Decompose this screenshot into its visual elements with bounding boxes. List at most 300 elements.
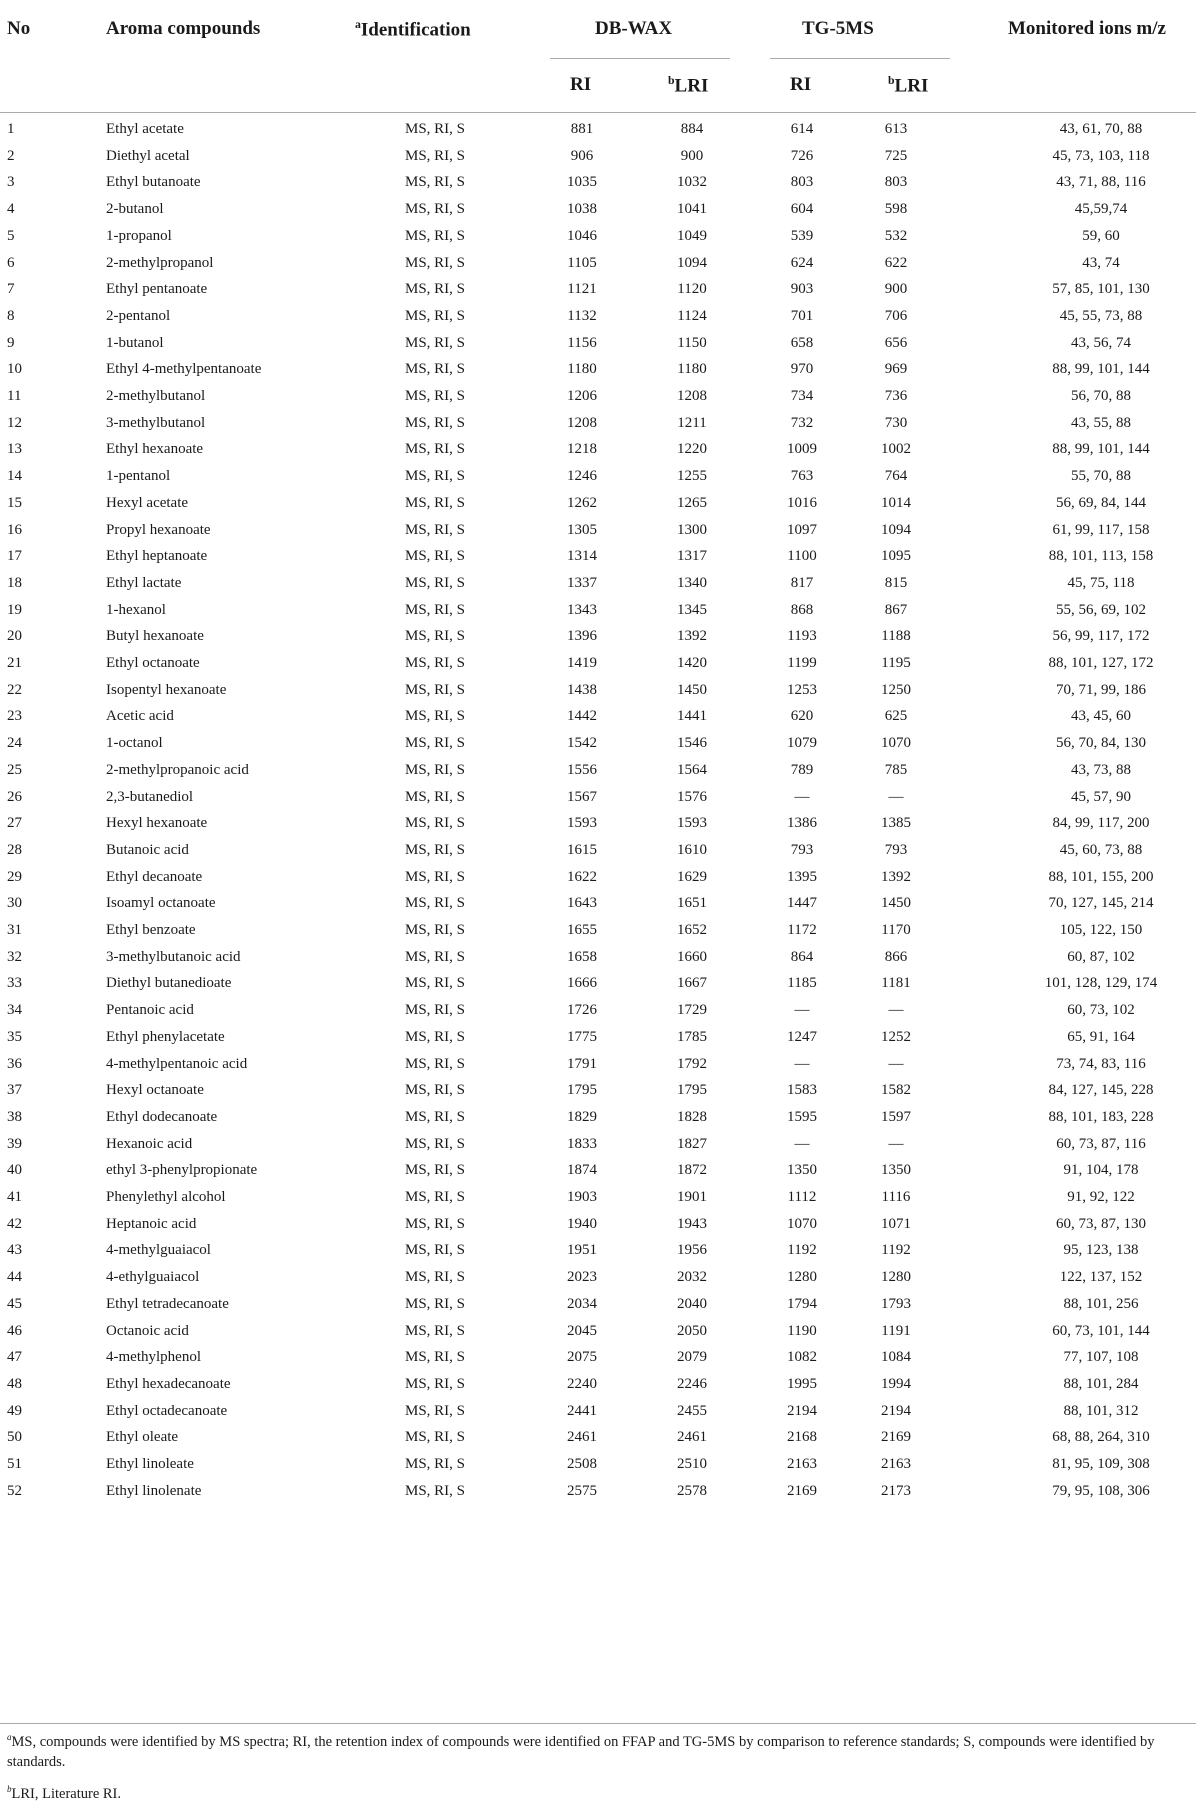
cell-dbwax-lri: 1120 [677,281,707,298]
cell-identification: MS, RI, S [404,1375,466,1392]
cell-tg5ms-lri: — [888,788,904,805]
cell-tg5ms-lri: 1195 [881,655,911,671]
cell-dbwax-lri: 1265 [677,494,707,511]
cell-dbwax-lri: 1576 [677,788,707,805]
cell-tg5ms-lri: 725 [884,147,908,164]
cell-no: 38 [7,1108,22,1125]
cell-tg5ms-lri: 736 [884,388,908,404]
cell-tg5ms-lri: 625 [884,708,908,725]
cell-tg5ms-lri: 1170 [881,922,911,938]
cell-monitored-ions: 84, 127, 145, 228 [1048,1082,1154,1099]
cell-identification: MS, RI, S [404,628,466,645]
cell-no: 33 [7,975,22,992]
dbwax-lri-label: LRI [674,75,709,97]
cell-no: 47 [7,1349,22,1366]
cell-identification: MS, RI, S [404,1082,466,1099]
cell-monitored-ions: 43, 61, 70, 88 [1059,121,1143,137]
cell-tg5ms-ri: 1193 [787,628,817,645]
cell-tg5ms-ri: 1100 [787,548,817,565]
cell-tg5ms-lri: 2173 [881,1482,911,1499]
cell-dbwax-ri: 2508 [567,1456,597,1472]
cell-monitored-ions: 60, 73, 102 [1067,1002,1135,1019]
cell-tg5ms-ri: 803 [790,174,814,191]
cell-no: 50 [7,1429,22,1446]
cell-dbwax-lri: 1943 [677,1215,707,1232]
identification-superscript: a [355,18,361,31]
cell-compound: Ethyl pentanoate [106,281,208,298]
cell-dbwax-ri: 1305 [567,521,597,538]
cell-dbwax-lri: 1124 [677,307,707,324]
cell-compound: Phenylethyl alcohol [106,1189,226,1205]
cell-monitored-ions: 60, 73, 87, 116 [1056,1135,1146,1152]
cell-dbwax-lri: 1629 [677,868,707,885]
cell-no: 52 [7,1482,22,1499]
footnote-a [7,1727,1193,1772]
cell-monitored-ions: 70, 71, 99, 186 [1056,681,1146,698]
cell-dbwax-ri: 1035 [567,174,597,191]
cell-identification: MS, RI, S [404,361,466,378]
cell-dbwax-ri: 1246 [567,468,597,485]
cell-compound: 1-propanol [106,227,172,244]
cell-compound: 2-pentanol [106,307,171,324]
cell-compound: Octanoic acid [106,1322,189,1339]
cell-tg5ms-lri: 785 [884,761,908,778]
cell-monitored-ions: 43, 45, 60 [1071,708,1131,725]
footnote-b [7,1779,1193,1804]
cell-monitored-ions: 57, 85, 101, 130 [1052,281,1150,298]
cell-dbwax-ri: 1775 [567,1028,597,1045]
cell-dbwax-lri: 1211 [677,414,707,431]
cell-tg5ms-lri: 793 [884,841,908,858]
cell-tg5ms-lri: 1582 [881,1082,911,1099]
db-wax-group-rule [550,58,730,59]
cell-tg5ms-lri: 1071 [881,1215,911,1232]
cell-identification: MS, RI, S [404,174,466,191]
cell-identification: MS, RI, S [404,1322,466,1339]
header-dbwax-ri: RI [570,74,592,95]
cell-compound: 2-butanol [106,201,164,218]
cell-dbwax-lri: 1729 [677,1002,707,1019]
tg-5ms-group-rule [770,58,950,59]
cell-no: 19 [7,601,22,618]
cell-dbwax-ri: 2034 [567,1295,597,1312]
cell-compound: 3-methylbutanol [106,414,206,431]
cell-compound: 4-methylpentanoic acid [106,1055,248,1072]
cell-dbwax-ri: 1903 [567,1189,597,1205]
cell-tg5ms-lri: — [888,1002,904,1019]
cell-monitored-ions: 45, 75, 118 [1067,574,1135,591]
cell-monitored-ions: 45, 73, 103, 118 [1052,147,1150,164]
cell-monitored-ions: 55, 70, 88 [1071,468,1131,485]
footnote-a-text: MS, compounds were identified by MS spectra; RI, the retention index of compounds were identified on FFAP and TG-5MS by comparison to reference standards; S, compounds were identified by standards. [7,1733,1155,1770]
cell-monitored-ions: 60, 87, 102 [1067,948,1135,965]
cell-monitored-ions: 101, 128, 129, 174 [1044,975,1158,992]
cell-compound: 4-methylphenol [106,1349,201,1366]
cell-dbwax-ri: 1121 [567,281,597,298]
cell-dbwax-lri: 1300 [677,521,707,538]
cell-identification: MS, RI, S [404,1269,466,1286]
cell-identification: MS, RI, S [404,1108,466,1125]
cell-dbwax-ri: 1419 [567,655,597,671]
cell-identification: MS, RI, S [404,895,466,912]
cell-no: 4 [7,201,15,218]
cell-dbwax-ri: 1643 [567,895,597,912]
cell-identification: MS, RI, S [404,1242,466,1259]
cell-compound: 1-hexanol [106,601,166,618]
cell-monitored-ions: 43, 74 [1082,254,1120,271]
cell-identification: MS, RI, S [404,121,466,137]
cell-no: 36 [7,1055,22,1072]
cell-dbwax-ri: 1791 [567,1055,597,1072]
footnote-b-marker: b [7,1784,12,1794]
cell-compound: 2,3-butanediol [106,788,194,805]
cell-tg5ms-lri: 730 [884,414,908,431]
cell-tg5ms-ri: 1082 [787,1349,817,1366]
cell-tg5ms-lri: 613 [884,121,908,137]
cell-dbwax-ri: 1542 [567,735,597,752]
cell-dbwax-lri: 1872 [677,1162,707,1179]
cell-monitored-ions: 79, 95, 108, 306 [1052,1482,1150,1499]
cell-tg5ms-ri: 1995 [787,1375,817,1392]
cell-identification: MS, RI, S [404,227,466,244]
header-db-wax: DB-WAX [595,18,673,39]
cell-tg5ms-ri: — [794,1055,810,1072]
cell-identification: MS, RI, S [404,708,466,725]
cell-tg5ms-lri: 1192 [881,1242,911,1259]
cell-tg5ms-ri: 868 [790,601,814,618]
cell-dbwax-ri: 1396 [567,628,597,645]
cell-no: 24 [7,735,22,752]
cell-no: 2 [7,147,15,164]
cell-dbwax-lri: 1667 [677,975,707,992]
cell-dbwax-ri: 1337 [567,574,597,591]
cell-dbwax-lri: 900 [680,147,704,164]
cell-monitored-ions: 88, 101, 127, 172 [1048,655,1154,671]
cell-dbwax-ri: 1046 [567,227,597,244]
cell-no: 14 [7,468,22,485]
cell-tg5ms-ri: 2163 [787,1456,817,1472]
cell-compound: Ethyl decanoate [106,868,203,885]
cell-compound: Ethyl heptanoate [106,548,208,565]
cell-no: 9 [7,334,15,351]
cell-tg5ms-ri: 1794 [787,1295,817,1312]
cell-no: 16 [7,521,22,538]
cell-tg5ms-lri: 1191 [881,1322,911,1339]
cell-dbwax-lri: 2246 [677,1375,707,1392]
cell-tg5ms-lri: 1250 [881,681,911,698]
cell-monitored-ions: 95, 123, 138 [1063,1242,1139,1259]
cell-tg5ms-ri: 539 [790,227,814,244]
cell-tg5ms-ri: 789 [790,761,814,778]
cell-identification: MS, RI, S [404,1028,466,1045]
cell-dbwax-ri: 1132 [567,307,597,324]
cell-tg5ms-ri: 1247 [787,1028,817,1045]
cell-dbwax-lri: 1546 [677,735,707,752]
cell-compound: Heptanoic acid [106,1215,197,1232]
cell-dbwax-ri: 1593 [567,815,597,832]
cell-dbwax-lri: 2578 [677,1482,707,1499]
cell-no: 35 [7,1028,22,1045]
cell-monitored-ions: 56, 99, 117, 172 [1052,628,1150,645]
cell-dbwax-lri: 1340 [677,574,707,591]
cell-tg5ms-ri: 793 [790,841,814,858]
cell-tg5ms-ri: 734 [790,388,814,404]
cell-identification: MS, RI, S [404,1135,466,1152]
cell-tg5ms-ri: 1595 [787,1108,817,1125]
cell-dbwax-ri: 2045 [567,1322,597,1339]
cell-monitored-ions: 60, 73, 87, 130 [1056,1215,1146,1232]
cell-no: 41 [7,1189,22,1205]
cell-no: 13 [7,441,22,458]
cell-identification: MS, RI, S [404,1215,466,1232]
cell-identification: MS, RI, S [404,441,466,458]
cell-monitored-ions: 55, 56, 69, 102 [1056,601,1146,618]
cell-tg5ms-ri: 1199 [787,655,817,671]
cell-identification: MS, RI, S [404,788,466,805]
cell-tg5ms-ri: 2169 [787,1482,817,1499]
cell-compound: Ethyl tetradecanoate [106,1295,229,1312]
cell-dbwax-lri: 2050 [677,1322,707,1339]
cell-compound: Ethyl phenylacetate [106,1028,225,1045]
header-bottom-rule [0,112,1196,113]
cell-no: 39 [7,1135,22,1152]
cell-no: 8 [7,307,15,324]
cell-monitored-ions: 88, 101, 183, 228 [1048,1108,1154,1125]
cell-tg5ms-lri: 1392 [881,868,911,885]
cell-tg5ms-ri: 2168 [787,1429,817,1446]
cell-compound: Ethyl hexadecanoate [106,1375,231,1392]
header-tg5ms-lri [888,74,928,97]
cell-tg5ms-lri: 866 [884,948,908,965]
cell-dbwax-lri: 1094 [677,254,707,271]
cell-compound: 3-methylbutanoic acid [106,948,241,965]
cell-tg5ms-lri: 1252 [881,1028,911,1045]
cell-compound: Isopentyl hexanoate [106,681,227,698]
cell-dbwax-lri: 2510 [677,1456,707,1472]
cell-tg5ms-ri: 970 [790,361,814,378]
footnote-a-marker: a [7,1732,12,1742]
cell-monitored-ions: 122, 137, 152 [1059,1269,1143,1286]
cell-tg5ms-ri: 1350 [787,1162,817,1179]
cell-no: 25 [7,761,22,778]
cell-compound: Hexanoic acid [106,1135,193,1152]
cell-dbwax-ri: 1655 [567,922,597,938]
cell-identification: MS, RI, S [404,1482,466,1499]
cell-tg5ms-lri: 656 [884,334,908,351]
cell-tg5ms-lri: 1188 [881,628,911,645]
cell-dbwax-ri: 2461 [567,1429,597,1446]
cell-compound: 2-methylpropanol [106,254,214,271]
cell-tg5ms-lri: 1070 [881,735,911,752]
cell-identification: MS, RI, S [404,254,466,271]
cell-no: 42 [7,1215,22,1232]
cell-tg5ms-ri: 864 [790,948,814,965]
cell-no: 10 [7,361,22,378]
cell-monitored-ions: 81, 95, 109, 308 [1052,1456,1150,1472]
cell-dbwax-lri: 1208 [677,388,707,404]
cell-dbwax-lri: 2040 [677,1295,707,1312]
cell-dbwax-ri: 906 [570,147,594,164]
cell-identification: MS, RI, S [404,761,466,778]
cell-tg5ms-lri: 1181 [881,975,911,992]
table-bottom-rule [0,1723,1196,1724]
header-aroma-compounds: Aroma compounds [106,18,261,39]
cell-monitored-ions: 70, 127, 145, 214 [1048,895,1154,912]
cell-compound: Ethyl octanoate [106,655,200,671]
cell-monitored-ions: 91, 104, 178 [1063,1162,1139,1179]
cell-tg5ms-lri: 867 [884,601,908,618]
cell-tg5ms-ri: 726 [790,147,814,164]
cell-monitored-ions: 88, 101, 155, 200 [1048,868,1154,885]
cell-no: 18 [7,574,22,591]
cell-identification: MS, RI, S [404,735,466,752]
cell-tg5ms-lri: 2169 [881,1429,911,1446]
cell-tg5ms-ri: 1009 [787,441,817,458]
cell-tg5ms-ri: — [794,788,810,805]
cell-tg5ms-lri: 706 [884,307,908,324]
cell-identification: MS, RI, S [404,388,466,404]
cell-identification: MS, RI, S [404,1162,466,1179]
cell-tg5ms-lri: 622 [884,254,908,271]
cell-identification: MS, RI, S [404,1055,466,1072]
cell-tg5ms-ri: 604 [790,201,814,218]
cell-identification: MS, RI, S [404,468,466,485]
cell-tg5ms-lri: 1014 [881,494,911,511]
cell-dbwax-lri: 1317 [677,548,707,565]
cell-tg5ms-ri: 658 [790,334,814,351]
cell-compound: Butanoic acid [106,841,189,858]
cell-tg5ms-lri: — [888,1135,904,1152]
table-row [0,1476,1200,1507]
cell-dbwax-ri: 2441 [567,1402,597,1419]
cell-tg5ms-ri: 817 [790,574,814,591]
cell-tg5ms-ri: 1253 [787,681,817,698]
cell-identification: MS, RI, S [404,815,466,832]
cell-no: 28 [7,841,22,858]
cell-tg5ms-lri: 1084 [881,1349,911,1366]
cell-compound: Hexyl acetate [106,494,189,511]
cell-tg5ms-ri: 1172 [787,922,817,938]
cell-dbwax-lri: 1220 [677,441,707,458]
cell-tg5ms-ri: 1079 [787,735,817,752]
cell-compound: 2-methylbutanol [106,388,206,404]
cell-monitored-ions: 91, 92, 122 [1067,1189,1135,1205]
cell-dbwax-ri: 1833 [567,1135,597,1152]
cell-identification: MS, RI, S [404,1456,466,1472]
cell-tg5ms-ri: 1280 [787,1269,817,1286]
cell-identification: MS, RI, S [404,521,466,538]
cell-no: 12 [7,414,22,431]
cell-dbwax-ri: 1666 [567,975,597,992]
cell-no: 15 [7,494,22,511]
cell-monitored-ions: 43, 56, 74 [1071,334,1131,351]
cell-dbwax-ri: 1940 [567,1215,597,1232]
cell-monitored-ions: 65, 91, 164 [1067,1028,1135,1045]
cell-identification: MS, RI, S [404,281,466,298]
cell-identification: MS, RI, S [404,414,466,431]
cell-identification: MS, RI, S [404,494,466,511]
cell-dbwax-lri: 1441 [677,708,707,725]
header-monitored-ions: Monitored ions m/z [1008,18,1166,39]
cell-compound: Diethyl acetal [106,147,190,164]
cell-monitored-ions: 105, 122, 150 [1059,922,1143,938]
cell-no: 29 [7,868,22,885]
cell-monitored-ions: 73, 74, 83, 116 [1056,1055,1146,1072]
cell-no: 31 [7,922,22,938]
cell-no: 21 [7,655,22,671]
cell-dbwax-lri: 1610 [677,841,707,858]
cell-identification: MS, RI, S [404,868,466,885]
cell-dbwax-lri: 884 [680,121,704,137]
cell-dbwax-lri: 2032 [677,1269,707,1286]
cell-dbwax-lri: 1792 [677,1055,707,1072]
cell-monitored-ions: 59, 60 [1082,227,1120,244]
cell-tg5ms-lri: 1094 [881,521,911,538]
cell-dbwax-lri: 1785 [677,1028,707,1045]
cell-compound: 4-methylguaiacol [106,1242,211,1259]
cell-identification: MS, RI, S [404,334,466,351]
cell-no: 48 [7,1375,22,1392]
header-tg-5ms: TG-5MS [802,18,874,39]
cell-tg5ms-lri: 1002 [881,441,911,458]
dbwax-lri-superscript: b [668,74,675,87]
cell-no: 6 [7,254,15,271]
cell-dbwax-lri: 1450 [677,681,707,698]
cell-tg5ms-ri: 1386 [787,815,817,832]
cell-identification: MS, RI, S [404,307,466,324]
cell-compound: Isoamyl octanoate [106,895,216,912]
cell-dbwax-lri: 2455 [677,1402,707,1419]
cell-compound: Ethyl butanoate [106,174,201,191]
cell-compound: Ethyl oleate [106,1429,179,1446]
cell-dbwax-lri: 1150 [677,334,707,351]
cell-dbwax-lri: 1652 [677,922,707,938]
cell-no: 45 [7,1295,22,1312]
cell-dbwax-lri: 1901 [677,1189,707,1205]
cell-no: 51 [7,1456,22,1472]
header-tg5ms-ri: RI [790,74,812,95]
cell-identification: MS, RI, S [404,681,466,698]
cell-dbwax-lri: 1041 [677,201,707,218]
cell-tg5ms-lri: 1450 [881,895,911,912]
cell-identification: MS, RI, S [404,975,466,992]
cell-dbwax-ri: 1567 [567,788,597,805]
cell-no: 27 [7,815,22,832]
cell-dbwax-ri: 1208 [567,414,597,431]
cell-dbwax-lri: 1827 [677,1135,707,1152]
cell-tg5ms-lri: 1280 [881,1269,911,1286]
cell-no: 17 [7,548,22,565]
cell-compound: Hexyl octanoate [106,1082,204,1099]
cell-tg5ms-ri: 1070 [787,1215,817,1232]
cell-identification: MS, RI, S [404,548,466,565]
cell-compound: Butyl hexanoate [106,628,204,645]
cell-tg5ms-lri: 815 [884,574,908,591]
cell-identification: MS, RI, S [404,1429,466,1446]
cell-dbwax-ri: 1105 [567,254,597,271]
cell-dbwax-ri: 1180 [567,361,597,378]
cell-monitored-ions: 56, 70, 88 [1071,388,1131,404]
header-no: No [7,18,31,39]
cell-dbwax-ri: 1556 [567,761,597,778]
cell-identification: MS, RI, S [404,948,466,965]
cell-dbwax-lri: 1392 [677,628,707,645]
cell-tg5ms-ri: — [794,1135,810,1152]
cell-tg5ms-lri: 2194 [881,1402,911,1419]
cell-tg5ms-ri: 1112 [787,1189,817,1205]
cell-dbwax-lri: 2461 [677,1429,707,1446]
cell-monitored-ions: 88, 101, 113, 158 [1048,548,1154,565]
